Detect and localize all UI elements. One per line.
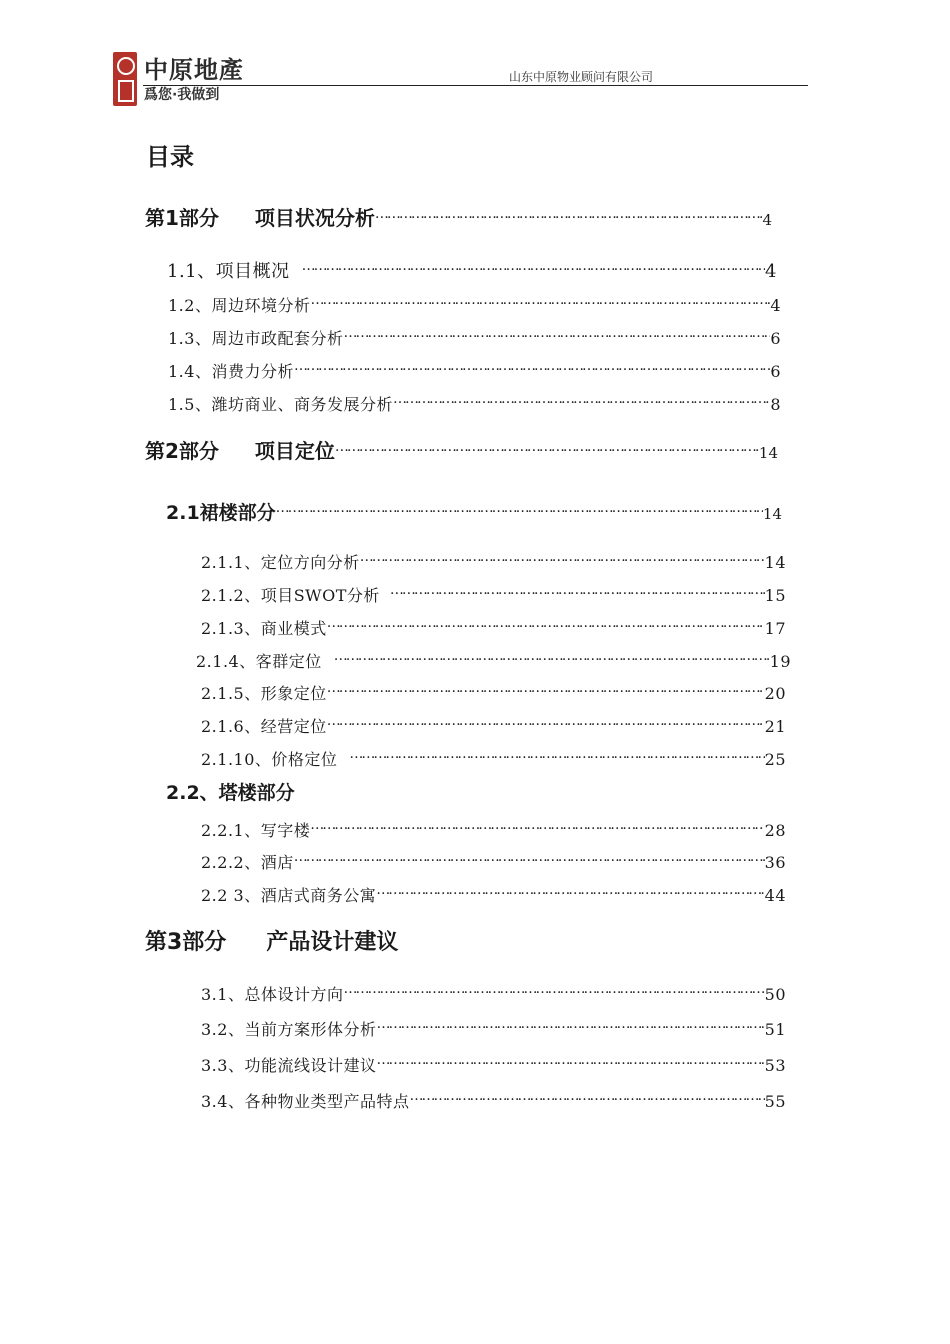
toc-entry-2-1-1[interactable] (201, 549, 786, 573)
entry-label: 3.4、各种物业类型产品特点 (201, 1091, 410, 1111)
page-number: 20 (764, 683, 786, 703)
part-label: 第3部分 (145, 930, 227, 955)
page-number: 36 (764, 852, 786, 872)
entry-label: 2.1.2、项目SWOT分析 (201, 585, 380, 605)
leader-dots (376, 1016, 764, 1035)
page-number: 53 (764, 1055, 786, 1075)
entry-label: 3.3、功能流线设计建议 (201, 1055, 377, 1075)
entry-label: 2.2.2、酒店 (201, 852, 294, 872)
page-number: 19 (769, 651, 791, 671)
leader-dots (310, 292, 770, 311)
leader-dots (276, 500, 763, 519)
toc-part-2[interactable] (145, 435, 778, 464)
entry-label: 1.3、周边市政配套分析 (168, 328, 344, 348)
leader-dots (310, 817, 764, 836)
toc-entry-1-1[interactable] (167, 257, 777, 283)
toc-entry-1-4[interactable] (168, 358, 781, 382)
entry-label: 2.1.10、价格定位 (201, 749, 338, 769)
page-number: 4 (762, 211, 772, 229)
leader-dots (335, 439, 759, 458)
leader-dots (294, 849, 765, 868)
toc-entry-3-3[interactable] (201, 1052, 786, 1076)
part-title: 产品设计建议 (266, 930, 399, 955)
entry-label: 2.2.1、写字楼 (201, 820, 311, 840)
part-title: 项目定位 (254, 439, 335, 463)
part-label: 第2部分 (145, 439, 219, 463)
toc-entry-2-1-3[interactable] (201, 615, 786, 639)
entry-label: 1.2、周边环境分析 (168, 295, 311, 315)
entry-label: 2.1.5、形象定位 (201, 683, 327, 703)
entry-label: 2.1.3、商业模式 (201, 618, 327, 638)
page-number: 17 (764, 618, 786, 638)
toc-entry-3-1[interactable] (201, 981, 786, 1005)
entry-label: 2.2 3、酒店式商务公寓 (201, 885, 377, 905)
section-label: 2.1裙楼部分 (166, 502, 276, 524)
entry-label: 2.1.1、定位方向分析 (201, 552, 360, 572)
page-number: 4 (765, 261, 777, 282)
page-header (113, 50, 808, 108)
entry-label: 1.4、消费力分析 (168, 361, 294, 381)
toc-entry-2-1-2[interactable] (201, 582, 786, 606)
toc-part-1[interactable] (145, 202, 772, 231)
page-number: 14 (764, 552, 786, 572)
page-number: 14 (758, 444, 778, 462)
toc-section-2-2[interactable] (166, 778, 295, 805)
part-title: 项目状况分析 (254, 206, 375, 230)
page-number: 50 (764, 984, 786, 1004)
leader-dots (349, 746, 764, 765)
toc-entry-1-5[interactable] (168, 391, 781, 415)
toc-entry-2-2-1[interactable] (201, 817, 786, 841)
toc-entry-3-4[interactable] (201, 1088, 786, 1112)
toc-entry-2-1-10[interactable] (201, 746, 786, 770)
toc-part-3[interactable] (145, 925, 398, 956)
page-number: 4 (770, 295, 781, 315)
toc-entry-1-2[interactable] (168, 292, 781, 316)
section-label: 2.2、塔楼部分 (166, 782, 295, 804)
entry-label: 3.2、当前方案形体分析 (201, 1019, 377, 1039)
page-number: 55 (764, 1091, 786, 1111)
leader-dots (343, 325, 770, 344)
part-label: 第1部分 (145, 206, 219, 230)
toc-entry-2-2-3[interactable] (201, 882, 786, 906)
logo-name: 中原地產 (144, 56, 244, 84)
leader-dots (376, 1052, 764, 1071)
page-number: 25 (764, 749, 786, 769)
page-number: 6 (770, 361, 781, 381)
logo-seal-icon (113, 52, 137, 106)
header-rule (143, 85, 808, 86)
page-number: 21 (764, 716, 786, 736)
company-name: 山东中原物业顾问有限公司 (509, 70, 654, 84)
leader-dots (334, 648, 770, 667)
toc-title: 目录 (146, 143, 194, 171)
toc-entry-2-1-6[interactable] (201, 713, 786, 737)
page-number: 14 (762, 505, 782, 523)
toc-entry-1-3[interactable] (168, 325, 781, 349)
leader-dots (375, 206, 763, 225)
toc-section-2-1[interactable] (166, 498, 782, 525)
entry-label: 2.1.6、经营定位 (201, 716, 327, 736)
toc-entry-2-2-2[interactable] (201, 849, 786, 873)
page-number: 44 (764, 885, 786, 905)
leader-dots (409, 1088, 764, 1107)
page-number: 8 (770, 394, 781, 414)
toc-entry-2-1-4[interactable] (196, 648, 791, 672)
page-number: 15 (764, 585, 786, 605)
entry-label: 3.1、总体设计方向 (201, 984, 344, 1004)
page-number: 28 (764, 820, 786, 840)
leader-dots (390, 582, 765, 601)
entry-label: 1.1、项目概况 (167, 261, 290, 282)
toc-entry-3-2[interactable] (201, 1016, 786, 1040)
leader-dots (343, 981, 764, 1000)
leader-dots (302, 258, 765, 277)
leader-dots (327, 615, 765, 634)
page-number: 51 (764, 1019, 786, 1039)
logo-slogan: 爲您·我做到 (144, 87, 220, 103)
entry-label: 2.1.4、客群定位 (196, 651, 322, 671)
entry-label: 1.5、潍坊商业、商务发展分析 (168, 394, 393, 414)
leader-dots (393, 391, 770, 410)
leader-dots (294, 358, 770, 377)
page-number: 6 (770, 328, 781, 348)
leader-dots (327, 713, 765, 732)
toc-entry-2-1-5[interactable] (201, 680, 786, 704)
leader-dots (327, 680, 765, 699)
leader-dots (360, 549, 765, 568)
leader-dots (376, 882, 764, 901)
